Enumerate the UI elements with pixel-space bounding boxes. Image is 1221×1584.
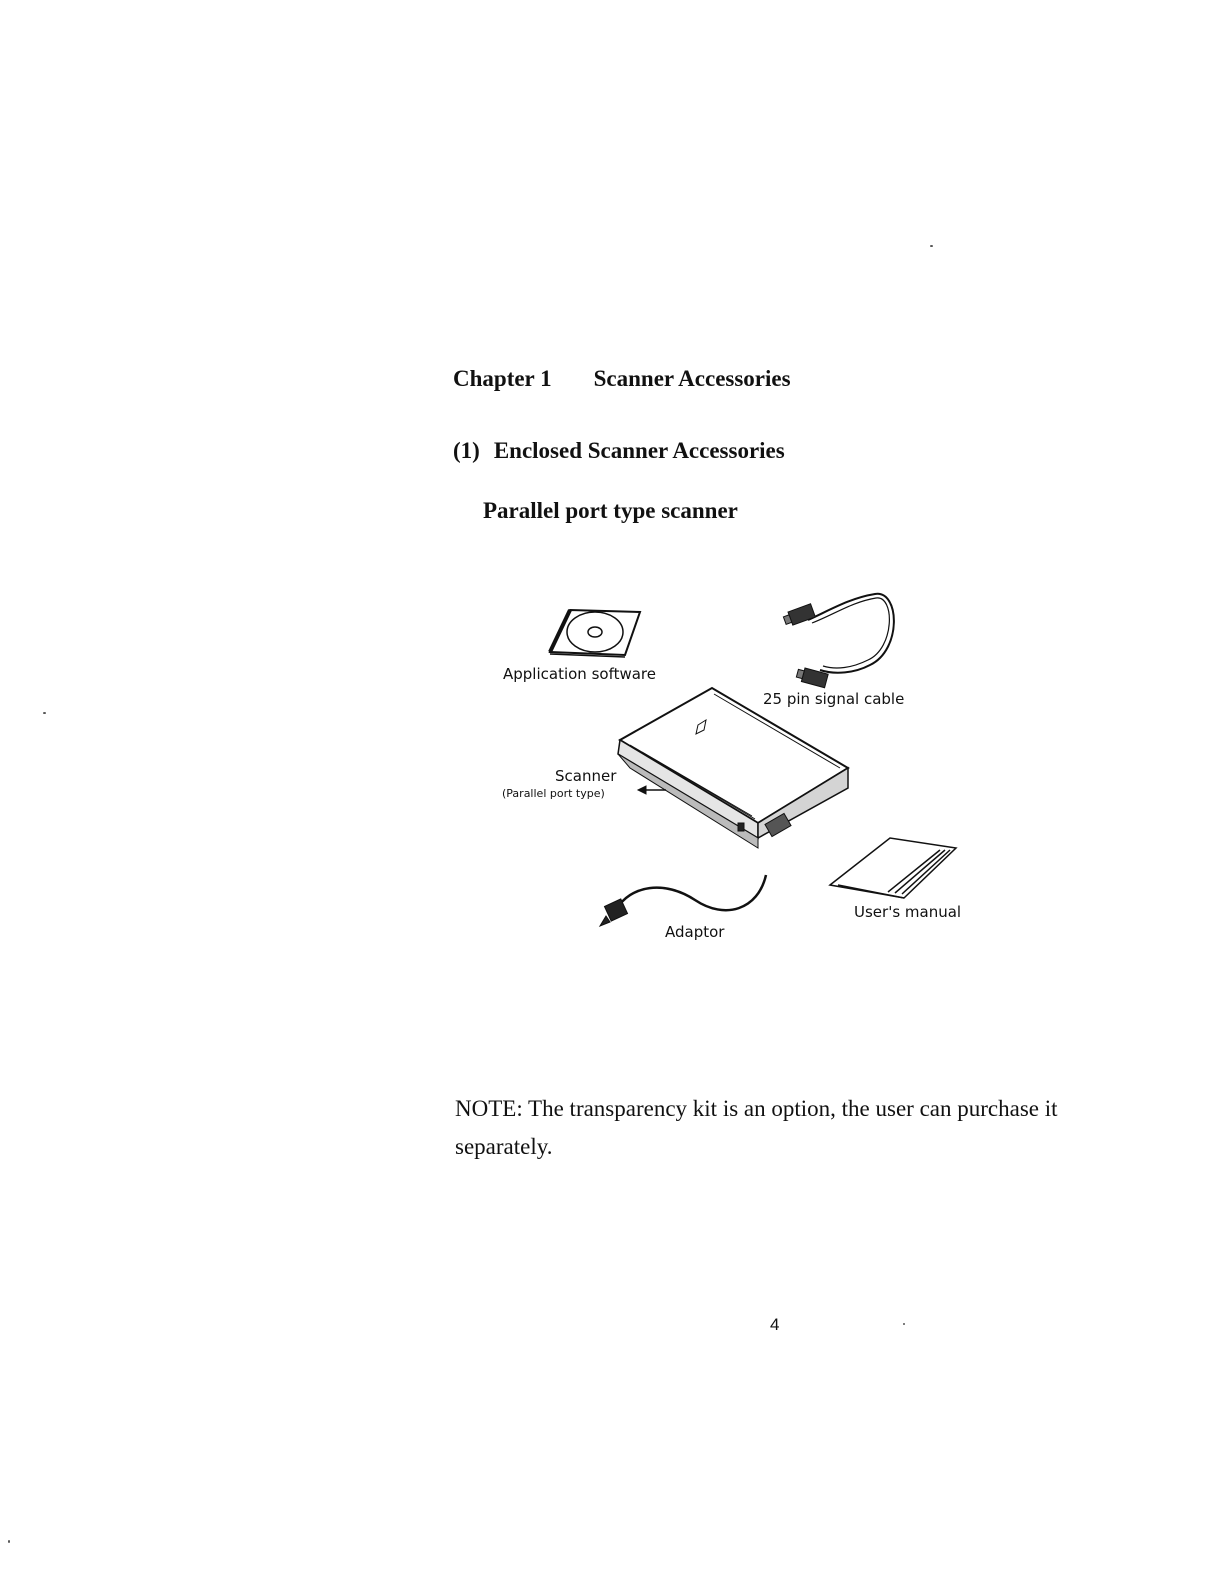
- section-heading: [453, 438, 785, 464]
- label-signal-cable: 25 pin signal cable: [763, 690, 905, 708]
- chapter-heading: [453, 366, 791, 392]
- note-paragraph: NOTE: The transparency kit is an option, the user can purchase it separately.: [455, 1096, 1058, 1159]
- manual-icon: [830, 838, 956, 898]
- label-scanner-type: (Parallel port type): [502, 787, 605, 800]
- signal-cable-icon: [782, 594, 894, 688]
- scan-speck: [8, 1540, 10, 1543]
- chapter-title: Scanner Accessories: [593, 366, 791, 391]
- adaptor-icon: [600, 875, 766, 926]
- scanner-icon: [618, 688, 848, 848]
- cd-case-icon: [550, 610, 640, 657]
- label-application-software: Application software: [503, 665, 656, 683]
- section-title: Enclosed Scanner Accessories: [493, 438, 785, 463]
- accessories-figure: [490, 580, 990, 960]
- section-number: (1): [453, 438, 480, 463]
- subsection-heading: Parallel port type scanner: [483, 498, 738, 523]
- label-scanner: Scanner: [555, 767, 617, 785]
- scan-speck: [43, 712, 46, 714]
- label-adaptor: Adaptor: [665, 923, 725, 941]
- page-number: 4: [770, 1315, 780, 1334]
- scan-speck: [930, 245, 933, 247]
- scan-speck: [903, 1323, 905, 1325]
- chapter-number: Chapter 1: [453, 366, 552, 391]
- label-users-manual: User's manual: [854, 903, 962, 921]
